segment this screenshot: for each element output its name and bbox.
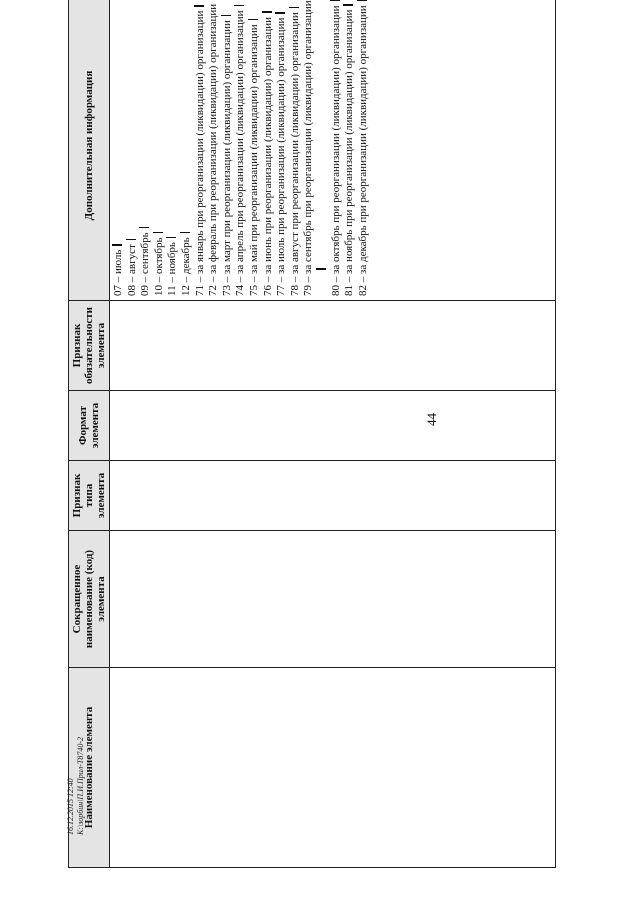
list-item: 80 – за октябрь при реорганизации (ликвидации) организации <box>330 0 344 296</box>
cell-element-format <box>110 391 556 461</box>
list-item: 76 – за июнь при реорганизации (ликвидации) организации <box>262 0 276 296</box>
list-item: 07 – июль <box>112 0 126 296</box>
list-item: 08 – август <box>126 0 140 296</box>
header-short-name: Сокращенное наименование (код) элемента <box>69 531 110 668</box>
list-item: 81 – за ноябрь при реорганизации (ликвидации) организации <box>343 0 357 296</box>
header-element-format: Формат элемента <box>69 391 110 461</box>
cell-short-name <box>110 531 556 668</box>
table-row <box>110 0 556 868</box>
cell-additional-info <box>110 0 556 301</box>
cell-element-type <box>110 461 556 531</box>
header-element-name: Наименование элемента <box>69 668 110 868</box>
additional-info-list <box>111 0 371 299</box>
header-element-type: Признак типа элемента <box>69 461 110 531</box>
cell-required-flag <box>110 301 556 391</box>
header-additional-info: Дополнительная информация <box>69 0 110 301</box>
element-table-container <box>68 0 556 868</box>
list-item: 78 – за август при реорганизации (ликвидации) организации <box>289 0 303 296</box>
list-item: 09 – сентябрь <box>139 0 153 296</box>
list-item: 71 – за январь при реорганизации (ликвидации) организации <box>194 0 208 296</box>
list-item: 73 – за март при реорганизации (ликвидации) организации <box>221 0 235 296</box>
footer-timestamp: 16.12.2015 12:40 <box>66 778 75 835</box>
list-item: 11 – ноябрь <box>166 0 180 296</box>
element-table <box>68 0 556 868</box>
list-item: 72 – за февраль при реорганизации (ликвидации) организации <box>207 3 220 296</box>
cell-element-name <box>110 668 556 868</box>
page-number: 44 <box>424 413 439 426</box>
list-item: 79 – за сентябрь при реорганизации (ликвидации) организации <box>302 0 329 296</box>
header-required-flag: Признак обязательности элемента <box>69 301 110 391</box>
list-item: 77 – за июль при реорганизации (ликвидации) организации <box>275 0 289 296</box>
list-item: 75 – за май при реорганизации (ликвидации) организации <box>248 0 262 296</box>
list-item: 10 – октябрь <box>153 0 167 296</box>
list-item: 82 – за декабрь при реорганизации (ликвидации) организации <box>357 0 371 296</box>
list-item: 12 – декабрь <box>180 0 194 296</box>
document-footer <box>66 695 86 835</box>
list-item: 74 – за апрель при реорганизации (ликвидации) организации <box>234 0 248 296</box>
footer-file-path: К:\зорбин\П.И.Прил-Т8740-2 <box>76 736 85 835</box>
